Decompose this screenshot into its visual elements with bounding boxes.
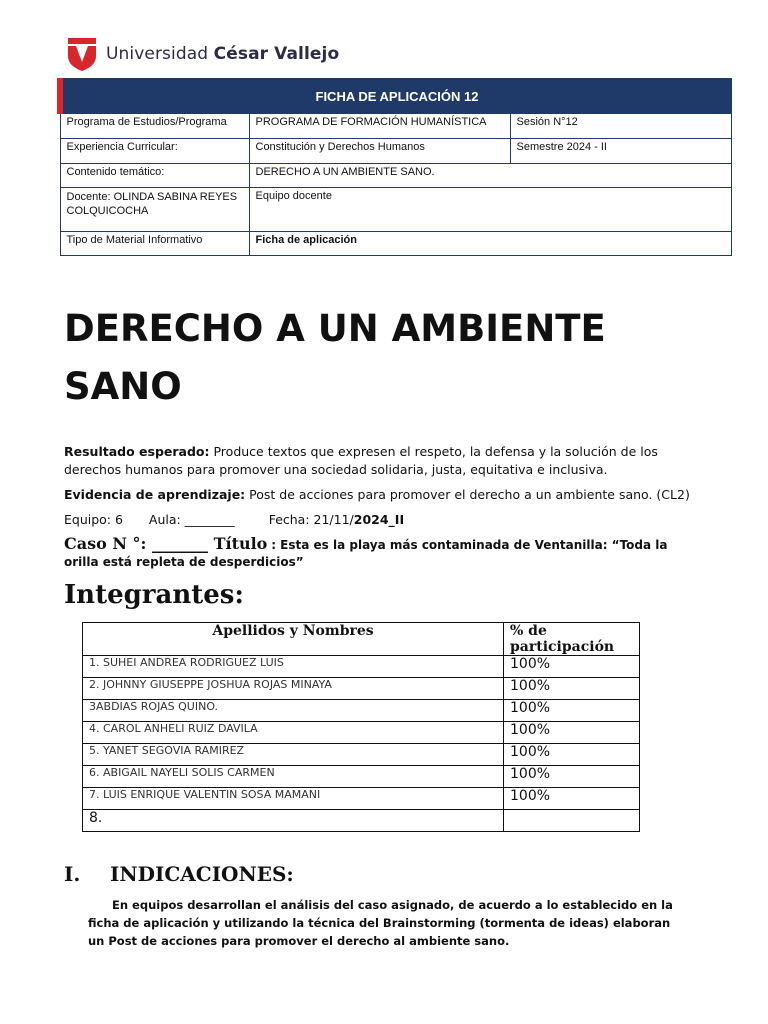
section-number: I. — [64, 862, 81, 886]
ficha-header-table — [57, 78, 732, 256]
resultado-text: Produce textos que expresen el respeto, la defensa y la solución de los derechos humanos para promover una sociedad solidaria, justa, equitativa e inclusiva. — [64, 444, 658, 477]
table-row — [83, 788, 640, 810]
indicaciones-text: En equipos desarrollan el análisis del caso asignado, de acuerdo a lo establecido en la ficha de aplicación y utilizando la técnica del Brainstorming (tormenta de ideas) elaboran un Post de acciones para promover el derecho al ambiente sano. — [88, 898, 673, 948]
member-name: 5. YANET SEGOVIA RAMIREZ — [83, 744, 504, 766]
header-cell: Experiencia Curricular: — [60, 139, 249, 164]
logo-text: Universidad César Vallejo — [106, 44, 340, 64]
table-row — [83, 678, 640, 700]
section-title: INDICACIONES: — [110, 862, 294, 886]
members-table — [82, 622, 640, 832]
table-row — [83, 656, 640, 678]
table-row — [83, 766, 640, 788]
table-row — [83, 700, 640, 722]
equipo-text: Equipo: 6 — [64, 512, 123, 527]
header-cell: Semestre 2024 - II — [510, 139, 732, 164]
member-pct: 100% — [504, 700, 640, 722]
evidencia-label: Evidencia de aprendizaje: — [64, 487, 246, 502]
docente-sep: : — [107, 191, 111, 203]
header-cell: Constitución y Derechos Humanos — [249, 139, 510, 164]
ficha-title: FICHA DE APLICACIÓN 12 — [60, 79, 732, 114]
material-value: Ficha de aplicación — [249, 232, 732, 256]
member-pct: 100% — [504, 722, 640, 744]
header-cell: Programa de Estudios/Programa — [60, 114, 249, 139]
members-header-pct: % de participación — [504, 623, 640, 656]
evidencia-aprendizaje — [64, 486, 704, 504]
page-title: DERECHO A UN AMBIENTE SANO — [64, 307, 606, 408]
member-name: 6. ABIGAIL NAYELI SOLIS CARMEN — [83, 766, 504, 788]
integrantes-heading: Integrantes: — [64, 580, 245, 610]
member-name: 8. — [83, 810, 504, 832]
member-name: 1. SUHEI ANDREA RODRIGUEZ LUIS — [83, 656, 504, 678]
member-pct — [504, 810, 640, 832]
material-label: Tipo de Material Informativo — [60, 232, 249, 256]
member-name: 4. CAROL ANHELI RUIZ DAVILA — [83, 722, 504, 744]
resultado-label: Resultado esperado: — [64, 444, 210, 459]
header-cell: PROGRAMA DE FORMACIÓN HUMANÍSTICA — [249, 114, 510, 139]
university-shield-icon — [66, 36, 98, 72]
table-row — [83, 744, 640, 766]
equipo-docente-cell: Equipo docente — [249, 188, 732, 232]
header-cell: Sesión N°12 — [510, 114, 732, 139]
header-cell: DERECHO A UN AMBIENTE SANO. — [249, 164, 732, 188]
section-heading — [64, 862, 294, 886]
member-pct: 100% — [504, 788, 640, 810]
caso-text: : Esta es la playa más contaminada de Ventanilla: “Toda la orilla está repleta de desperdicios” — [64, 538, 668, 569]
member-name: 3ABDIAS ROJAS QUINO. — [83, 700, 504, 722]
fecha-bold: 2024_II — [353, 512, 405, 527]
university-logo — [66, 36, 339, 72]
header-cell: Contenido temático: — [60, 164, 249, 188]
member-name: 7. LUIS ENRIQUE VALENTIN SOSA MAMANI — [83, 788, 504, 810]
info-line — [64, 511, 704, 529]
member-pct: 100% — [504, 766, 640, 788]
members-header-name: Apellidos y Nombres — [83, 623, 504, 656]
fecha-text: Fecha: 21/11/ — [268, 512, 354, 527]
docente-name: OLINDA SABINA REYES COLQUICOCHA — [66, 191, 238, 217]
member-pct: 100% — [504, 744, 640, 766]
docente-cell — [60, 188, 249, 232]
resultado-esperado — [64, 443, 704, 479]
member-pct: 100% — [504, 656, 640, 678]
caso-line — [64, 535, 704, 571]
evidencia-text: Post de acciones para promover el derecho a un ambiente sano. (CL2) — [245, 487, 690, 502]
aula-text: Aula: ________ — [148, 512, 235, 527]
member-name: 2. JOHNNY GIUSEPPE JOSHUA ROJAS MINAYA — [83, 678, 504, 700]
docente-label: Docente — [66, 191, 108, 203]
table-row — [83, 810, 640, 832]
table-row — [83, 722, 640, 744]
member-pct: 100% — [504, 678, 640, 700]
caso-label: Caso N °: _______ Título — [64, 534, 268, 553]
